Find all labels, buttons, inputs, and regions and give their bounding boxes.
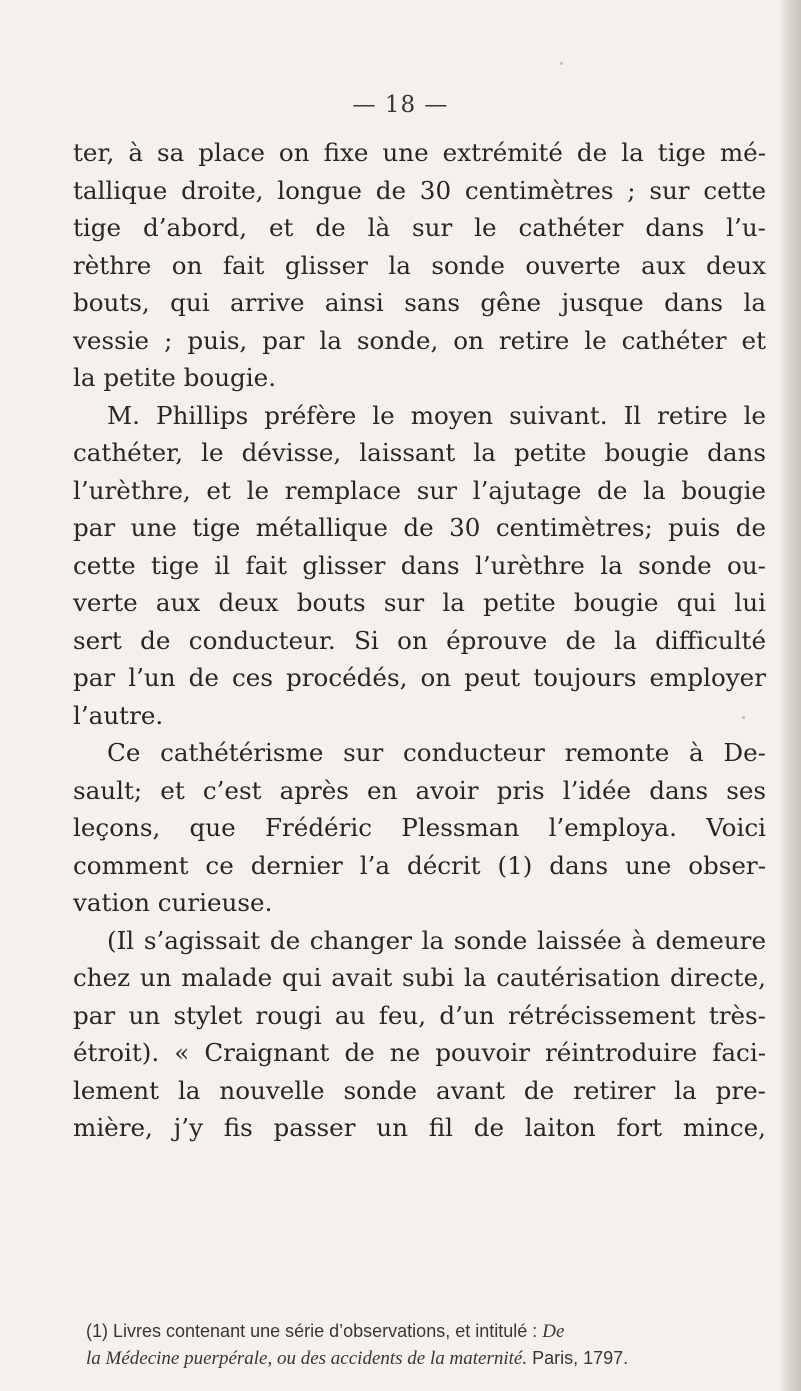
page-number: — 18 — (352, 92, 449, 118)
footnote-line-2 (86, 1345, 770, 1372)
text-line: ter, à sa place on fixe une extrémité de la tige mé- (73, 138, 766, 167)
page-edge-shadow (779, 0, 801, 1391)
text-line: vessie ; puis, par la sonde, on retire le cathéter et (73, 325, 766, 355)
text-line: par l’un de ces procédés, on peut toujours employer (73, 663, 766, 692)
footnote-text: (1) Livres contenant une série d’observations, et intitulé : (86, 1321, 543, 1341)
text-line: M. Phillips préfère le moyen suivant. Il retire le (107, 400, 766, 430)
text-line: comment ce dernier l’a décrit (1) dans une obser- (73, 850, 766, 880)
footnote-line-1 (86, 1318, 770, 1345)
text-line: étroit). « Craignant de ne pouvoir réintroduire faci- (73, 1038, 766, 1067)
text-line: sault; et c’est après en avoir pris l’idée dans ses (73, 775, 766, 805)
text-line: (Il s’agissait de changer la sonde laissée à demeure (107, 925, 766, 955)
footnote (86, 1318, 770, 1372)
text-line: l’urèthre, et le remplace sur l’ajutage de la bougie (73, 475, 766, 505)
text-line: bouts, qui arrive ainsi sans gêne jusque dans la (73, 288, 766, 317)
text-line: Ce cathétérisme sur conducteur remonte à De- (107, 738, 766, 767)
footnote-title-start: De (542, 1321, 565, 1342)
text-line: rèthre on fait glisser la sonde ouverte aux deux (73, 250, 766, 280)
text-line: cathéter, le dévisse, laissant la petite bougie dans (73, 438, 766, 467)
text-line: tallique droite, longue de 30 centimètres ; sur cette (73, 175, 766, 205)
text-line: par un stylet rougi au feu, d’un rétrécissement très- (73, 1000, 766, 1030)
text-line: lement la nouvelle sonde avant de retirer la pre- (73, 1075, 766, 1105)
text-line: sert de conducteur. Si on éprouve de la difficulté (73, 625, 766, 655)
body-text (73, 134, 766, 1147)
text-line: par une tige métallique de 30 centimètres; puis de (73, 513, 766, 542)
text-line: mière, j’y fis passer un fil de laiton fort mince, (73, 1113, 766, 1142)
text-line: leçons, que Frédéric Plessman l’employa. Voici (73, 813, 766, 842)
paper-speck (560, 62, 563, 65)
footnote-title: la Médecine puerpérale, ou des accidents de la maternité. (86, 1348, 528, 1369)
text-line: vation curieuse. (73, 888, 273, 917)
text-line: chez un malade qui avait subi la cautérisation directe, (73, 963, 766, 992)
paper-speck (742, 716, 745, 719)
text-line: cette tige il fait glisser dans l’urèthre la sonde ou- (73, 550, 766, 580)
text-line: la petite bougie. (73, 363, 277, 392)
text-line: l’autre. (73, 700, 164, 730)
text-line: tige d’abord, et de là sur le cathéter dans l’u- (73, 213, 766, 242)
footnote-imprint: Paris, 1797. (527, 1348, 629, 1368)
text-line: verte aux deux bouts sur la petite bougie qui lui (73, 588, 766, 617)
